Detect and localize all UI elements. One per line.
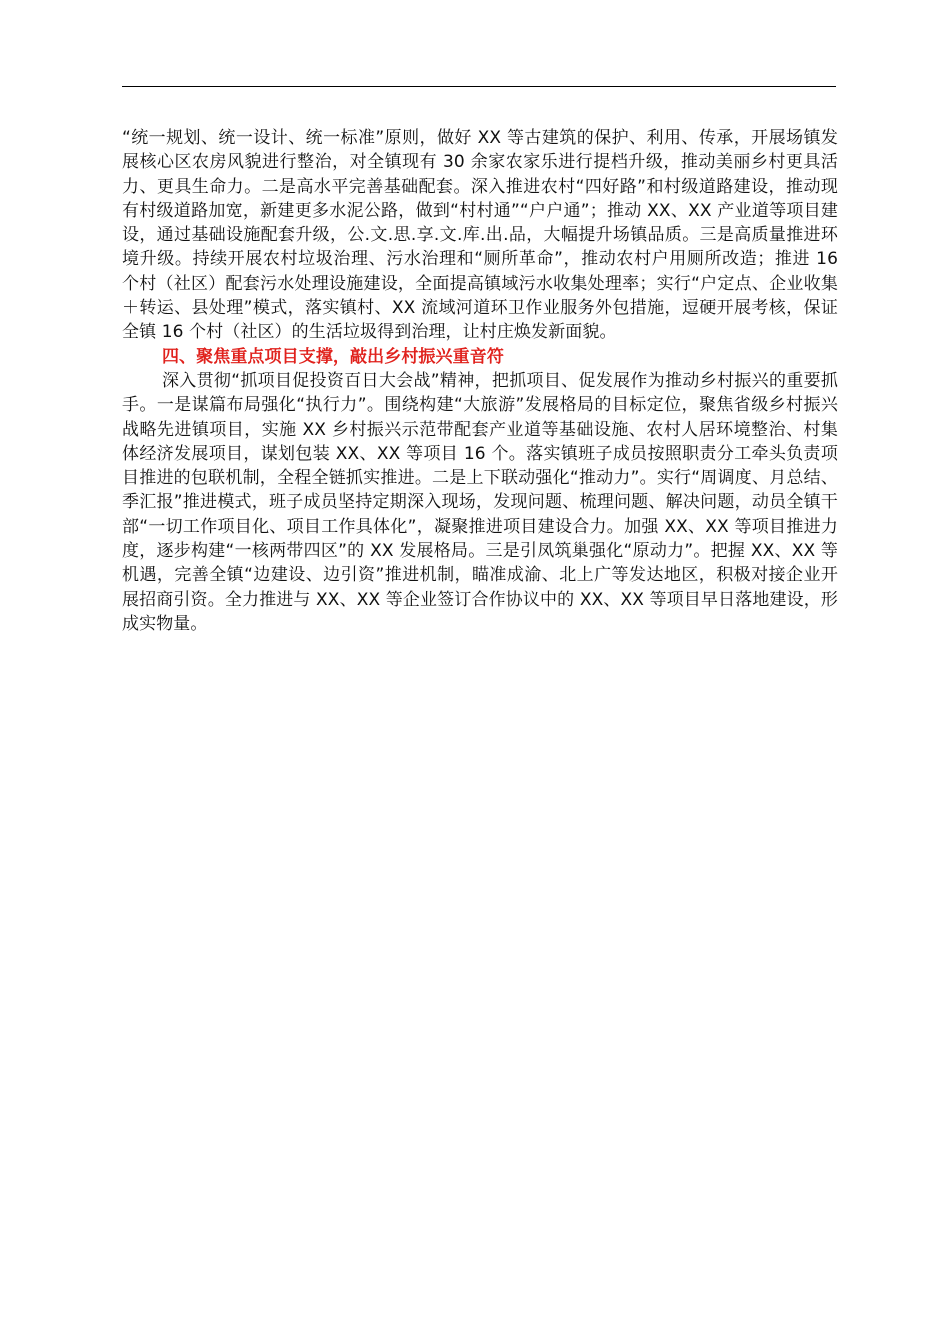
paragraph-continued: “统一规划、统一设计、统一标准”原则，做好 XX 等古建筑的保护、利用、传承，开展场镇发展核心区农房风貌进行整治，对全镇现有 30 余家农家乐进行提档升级，推动美丽乡村更具活力、更具生命力。二是高水平完善基础配套。深入推进农村“四好路”和村级道路建设，推动现有村级道路加宽，新建更多水泥公路，做到“村村通”“户户通”；推动 XX、XX 产业道等项目建设，通过基础设施配套升级，公.文.思.享.文.库.出.品，大幅提升场镇品质。三是高质量推进环境升级。持续开展农村垃圾治理、污水治理和“厕所革命”，推动农村户用厕所改造；推进 16 个村（社区）配套污水处理设施建设，全面提高镇域污水收集处理率；实行“户定点、企业收集＋转运、县处理”模式，落实镇村、XX 流域河道环卫作业服务外包措施，逗硬开展考核，保证全镇 16 个村（社区）的生活垃圾得到治理，让村庄焕发新面貌。	[122, 128, 838, 343]
section-heading: 四、聚焦重点项目支撑，敲出乡村振兴重音符	[161, 346, 504, 367]
paragraph-section-4: 深入贯彻“抓项目促投资百日大会战”精神，把抓项目、促发展作为推动乡村振兴的重要抓手。一是谋篇布局强化“执行力”。围绕构建“大旅游”发展格局的目标定位，聚焦省级乡村振兴战略先进镇项目，实施 XX 乡村振兴示范带配套产业道等基础设施、农村人居环境整治、村集体经济发展项目，谋划包装 XX、XX 等项目 16 个。落实镇班子成员按照职责分工牵头负责项目推进的包联机制，全程全链抓实推进。二是上下联动强化“推动力”。实行“周调度、月总结、季汇报”推进模式，班子成员坚持定期深入现场，发现问题、梳理问题、解决问题，动员全镇干部“一切工作项目化、项目工作具体化”，凝聚推进项目建设合力。加强 XX、XX 等项目推进力度，逐步构建“一核两带四区”的 XX 发展格局。三是引凤筑巢强化“原动力”。把握 XX、XX 等机遇，完善全镇“边建设、边引资”推进机制，瞄准成渝、北上广等发达地区，积极对接企业开展招商引资。全力推进与 XX、XX 等企业签订合作协议中的 XX、XX 等项目早日落地建设，形成实物量。	[122, 370, 838, 634]
header-rule	[122, 86, 836, 87]
document-body	[122, 126, 838, 636]
